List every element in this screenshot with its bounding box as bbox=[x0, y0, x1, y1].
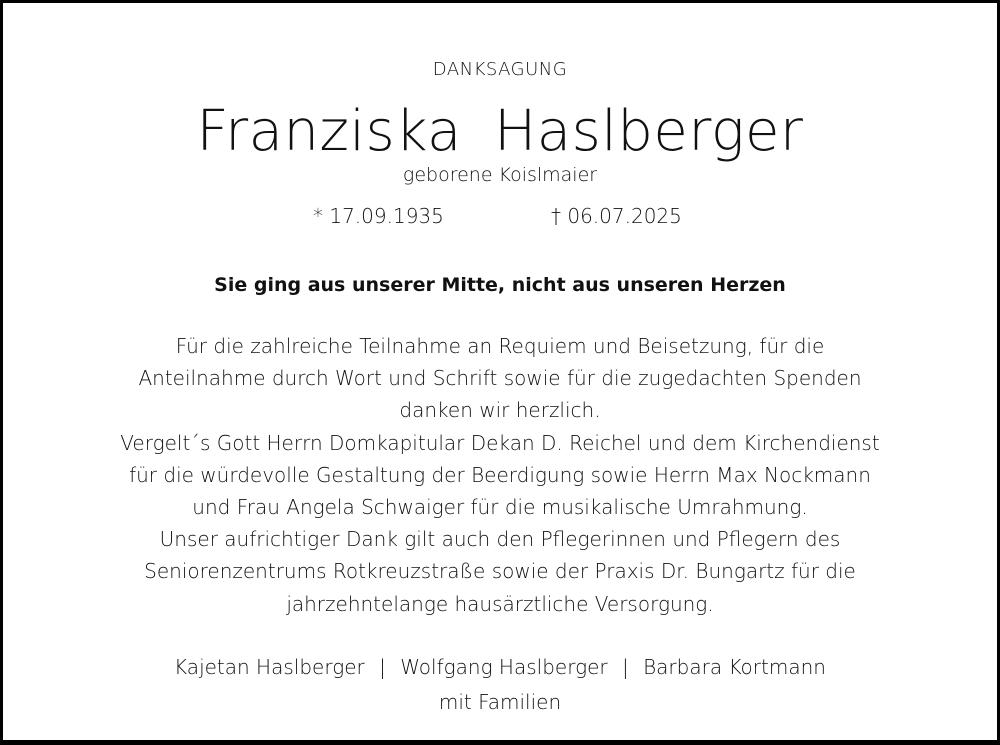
body-line: und Frau Angela Schwaiger für die musikalische Umrahmung. bbox=[192, 495, 808, 520]
body-line: für die würdevolle Gestaltung der Beerdigung sowie Herrn Max Nockmann bbox=[129, 462, 871, 487]
motto: Sie ging aus unserer Mitte, nicht aus unseren Herzen bbox=[214, 274, 786, 296]
signer-name: Barbara Kortmann bbox=[643, 655, 826, 679]
body-line: Für die zahlreiche Teilnahme an Requiem und Beisetzung, für die bbox=[175, 334, 825, 358]
deceased-name: Franziska Haslberger bbox=[196, 99, 804, 164]
birth-name: geborene Koislmaier bbox=[402, 164, 598, 186]
body-line: jahrzehntelange hausärztliche Versorgung. bbox=[286, 591, 714, 616]
families-line: mit Familien bbox=[438, 690, 562, 714]
body-line: Seniorenzentrums Rotkreuzstraße sowie der Praxis Dr. Bungartz für die bbox=[144, 559, 856, 584]
body-line: Vergelt´s Gott Herrn Domkapitular Dekan D. Reichel und dem Kirchendienst bbox=[120, 430, 880, 455]
body-line: Unser aufrichtiger Dank gilt auch den Pflegerinnen und Pflegern des bbox=[159, 527, 841, 552]
notice-heading: DANKSAGUNG bbox=[432, 59, 568, 80]
death-date: † 06.07.2025 bbox=[551, 204, 682, 228]
signer-name: Wolfgang Haslberger bbox=[400, 655, 608, 679]
body-line: Anteilnahme durch Wort und Schrift sowie für die zugedachten Spenden bbox=[138, 366, 862, 391]
thanks-paragraph bbox=[3, 330, 997, 620]
birth-date: * 17.09.1935 bbox=[313, 204, 444, 228]
signer-separator: | bbox=[379, 655, 386, 679]
signers-line bbox=[3, 655, 997, 679]
signer-separator: | bbox=[621, 655, 629, 679]
signer-name: Kajetan Haslberger bbox=[174, 655, 365, 679]
body-line: danken wir herzlich. bbox=[399, 398, 601, 423]
